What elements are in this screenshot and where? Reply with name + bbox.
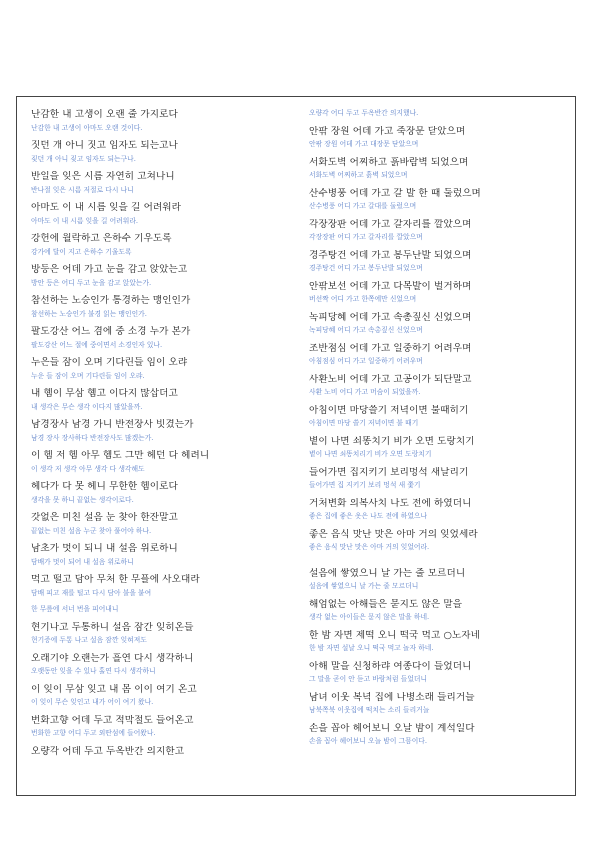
- right-column: [309, 109, 571, 754]
- modern-translation-line: 산수병풍 어디 가고 갈대를 둘렀으며: [309, 202, 417, 210]
- modern-translation-line: 사환 노비 어디 가고 머슴이 되었을까.: [309, 388, 421, 396]
- original-verse-line: 이 잊이 무삼 잊고 내 몸 이이 여기 온고: [31, 683, 197, 695]
- modern-translation-line: 경주탕건 어디 가고 봉두난발 되었으며: [309, 264, 423, 272]
- original-verse-line: 조반점심 어데 가고 일중하기 어려우며: [309, 342, 472, 354]
- modern-translation-line: 남북쪽북 이웃집에 떡치는 소리 들리거늘: [309, 706, 430, 714]
- modern-translation-line: 좋은 음식 맛난 맛은 아마 거의 잊었어라.: [309, 543, 430, 551]
- modern-translation-line: 손을 꼽아 헤어보니 오늘 밤이 그믐이다.: [309, 737, 428, 745]
- modern-translation-line: 방안 등은 어디 두고 눈을 감고 앉았는가.: [31, 278, 152, 287]
- original-verse-line: 볕이 나면 쇠똥치기 비가 오면 도랑치기: [309, 435, 475, 447]
- modern-translation-line: 참선하는 노승인가 불경 읽는 맹인인가.: [31, 309, 147, 318]
- modern-translation-line: 설음에 쌓였으니 날 가는 줄 모르더니: [309, 582, 419, 590]
- original-verse-line: 난감한 내 고생이 오랜 줄 가지로다: [31, 109, 178, 120]
- original-verse-line: 아해 말을 신청하랴 여종다이 들었더니: [309, 660, 472, 672]
- modern-translation-line: 담배 피고 재를 털고 다시 담아 불을 붙여: [31, 588, 152, 597]
- modern-translation-line: 서화도벽 어찌하고 흙벽 되었으며: [309, 171, 408, 179]
- original-verse-line: 현기나고 두통하니 설음 잠간 잊히온들: [31, 621, 194, 633]
- original-verse-line: 번화고향 어데 두고 적막절도 들어온고: [31, 714, 194, 726]
- modern-translation-line: 담배가 멋이 되어 내 설음 위로하니: [31, 557, 134, 566]
- modern-translation-line: 짖던 개 아니 짖고 임자도 되는구나.: [31, 154, 136, 163]
- original-verse-line: 설음에 쌓였으니 날 가는 줄 모르더니: [309, 567, 466, 579]
- original-verse-line: 헤다가 다 못 헤니 무한한 헴이로다: [31, 481, 178, 492]
- original-verse-line: 아마도 이 내 시름 잊을 길 어려워라: [31, 202, 182, 213]
- modern-translation-line: 그 말을 곧이 안 듣고 바람처럼 들었더니: [309, 675, 428, 683]
- original-verse-line: 남녀 이웃 복녁 집에 나병소래 들리거늘: [309, 691, 475, 703]
- original-verse-line: 각장장판 어데 가고 갈자리를 깔았으며: [309, 218, 472, 230]
- original-verse-line: 방등은 어데 가고 눈을 감고 앉았는고: [31, 264, 188, 275]
- original-verse-line: 사환노비 어데 가고 고공이가 되단말고: [309, 373, 472, 385]
- modern-translation-line: 생각 없는 아이들은 묻지 않은 말을 하네.: [309, 613, 430, 621]
- modern-translation-line: 남경 장사 장사하다 반전장사도 많겠는가.: [31, 433, 154, 442]
- modern-translation-line: 좋은 집에 좋은 옷은 나도 전에 하였으나: [309, 512, 428, 520]
- original-verse-line: 강헌에 월락하고 은하수 기우도록: [31, 233, 172, 244]
- modern-translation-line: 안팎 장원 어데 가고 대장문 닫았으며: [309, 140, 419, 148]
- modern-translation-line: 버선짝 어디 가고 한쪽에만 신었으며: [309, 295, 417, 303]
- original-verse-line: 먹고 떨고 담아 무처 한 무플에 사오대라: [31, 574, 200, 585]
- modern-translation-line: 끝없는 미친 설음 누군 찾아 풀어야 하나.: [31, 526, 152, 535]
- original-verse-line: 오량각 어데 두고 두옥반간 의지한고: [31, 745, 185, 757]
- modern-translation-line: 팔도강산 어느 절에 중이면서 소경인자 있나.: [31, 340, 163, 349]
- original-verse-line: 짓던 개 아니 짓고 임자도 되는고나: [31, 140, 178, 151]
- modern-translation-line: 강가에 달이 지고 은하수 기울도록: [31, 247, 132, 256]
- modern-translation-line: 녹피당혜 어디 가고 속총짚신 신었으며: [309, 326, 423, 334]
- original-verse-line: 손을 꼽아 헤어보니 오날 밤이 계석일다: [309, 722, 475, 734]
- original-verse-line: 거처변화 의복사치 나도 전에 하였더니: [309, 497, 472, 509]
- original-verse-line: 남초가 멋이 되니 내 설음 위로하니: [31, 543, 178, 554]
- original-verse-line: 안팎 장원 어데 가고 죽장문 닫았으며: [309, 125, 466, 137]
- original-verse-line: 내 혬이 무삼 혬고 이다지 많삽더고: [31, 388, 178, 399]
- modern-translation-line: 이 잊이 무슨 잊인고 내가 어이 여기 왔나.: [31, 698, 154, 706]
- modern-translation-line: 한 무릎에 서너 번을 피어내니: [31, 605, 119, 613]
- modern-translation-line: 아침점심 어디 가고 일중하기 어려우며: [309, 357, 423, 365]
- modern-translation-line: 내 생각은 무슨 생각 이다지 많았을까.: [31, 402, 143, 411]
- modern-translation-line: 볕이 나면 쇠똥치리기 비가 오면 도랑치기: [309, 450, 432, 458]
- original-verse-line: 들어가면 집지키기 보리멍석 새날리기: [309, 466, 469, 478]
- original-verse-line: 녹피당혜 어데 가고 속총짚신 신었으며: [309, 311, 472, 323]
- modern-translation-line: 현기증에 두통 나고 설음 잠깐 잊혀져도: [31, 636, 147, 644]
- original-verse-line: 참선하는 노승인가 통경하는 맹인인가: [31, 295, 191, 306]
- modern-translation-line: 반나절 잊은 시름 저절로 다시 나니: [31, 185, 134, 194]
- left-column: [31, 109, 311, 760]
- original-verse-line: 해엄없는 아해들은 묻지도 않은 말을: [309, 598, 463, 610]
- modern-translation-line: 들어가면 집 지키기 보리 멍석 새 쫓기: [309, 481, 421, 489]
- original-verse-line: 갓없은 미친 설음 눈 찾아 한잔말고: [31, 512, 178, 523]
- original-verse-line: 서화도벽 어찌하고 흙바람벽 되었으며: [309, 156, 469, 168]
- modern-translation-line: 번화한 고향 어디 두고 외딴섬에 들어왔나.: [31, 729, 156, 737]
- modern-translation-line: 아침이면 마당 쓸기 저녁이면 불 때기: [309, 419, 419, 427]
- original-verse-line: 반일을 잊은 시름 자연히 고쳐나니: [31, 171, 175, 182]
- modern-translation-line: 오량각 어디 두고 두옥반간 의지했나.: [309, 109, 419, 117]
- original-verse-line: 남경장사 남경 가니 반전장사 빗겼는가: [31, 419, 194, 430]
- original-verse-line: 한 밤 자면 제떡 오니 떡국 먹고 ○노자네: [309, 629, 481, 641]
- modern-translation-line: 각장장판 어디 가고 갈자리를 깔았으며: [309, 233, 423, 241]
- document-frame: [16, 96, 576, 796]
- original-verse-line: 팔도강산 어느 겸에 중 소경 누가 본가: [31, 326, 191, 337]
- original-verse-line: 오래기야 오랜는가 흘연 다시 생각하니: [31, 652, 194, 664]
- original-verse-line: 안팎보선 어데 가고 다목발이 벌거하며: [309, 280, 472, 292]
- stanza-gap: [309, 560, 571, 568]
- modern-translation-line: 아마도 이 내 시름 잊을 길 어려워라.: [31, 216, 139, 225]
- original-verse-line: 누은들 잠이 오며 기다린들 임이 오랴: [31, 357, 188, 368]
- modern-translation-line: 오랫동안 잊을 수 있나 홀연 다시 생각하니: [31, 667, 156, 675]
- modern-translation-line: 한 밤 자면 설날 오니 떡국 먹고 놀자 하네.: [309, 644, 434, 652]
- original-verse-line: 산수병풍 어데 가고 갈 발 한 때 둘렀으며: [309, 187, 481, 199]
- original-verse-line: 좋은 음식 맛난 맛은 아마 거의 잊었세라: [309, 528, 478, 540]
- modern-translation-line: 이 생각 저 생각 아무 생각 다 생각해도: [31, 464, 145, 473]
- modern-translation-line: 누운 들 잠이 오며 기다린들 임이 오랴.: [31, 371, 145, 380]
- modern-translation-line: 난감한 내 고생이 아마도 오랜 것이다.: [31, 123, 143, 132]
- original-verse-line: 경주탕건 어데 가고 봉두난발 되었으며: [309, 249, 472, 261]
- original-verse-line: 아침이면 마당쓸기 저녁이면 불때히기: [309, 404, 469, 416]
- original-verse-line: 이 헴 저 헴 아무 헴도 그만 헤던 다 헤려니: [31, 450, 210, 461]
- modern-translation-line: 생각을 못 하니 끝없는 생각이로다.: [31, 495, 134, 504]
